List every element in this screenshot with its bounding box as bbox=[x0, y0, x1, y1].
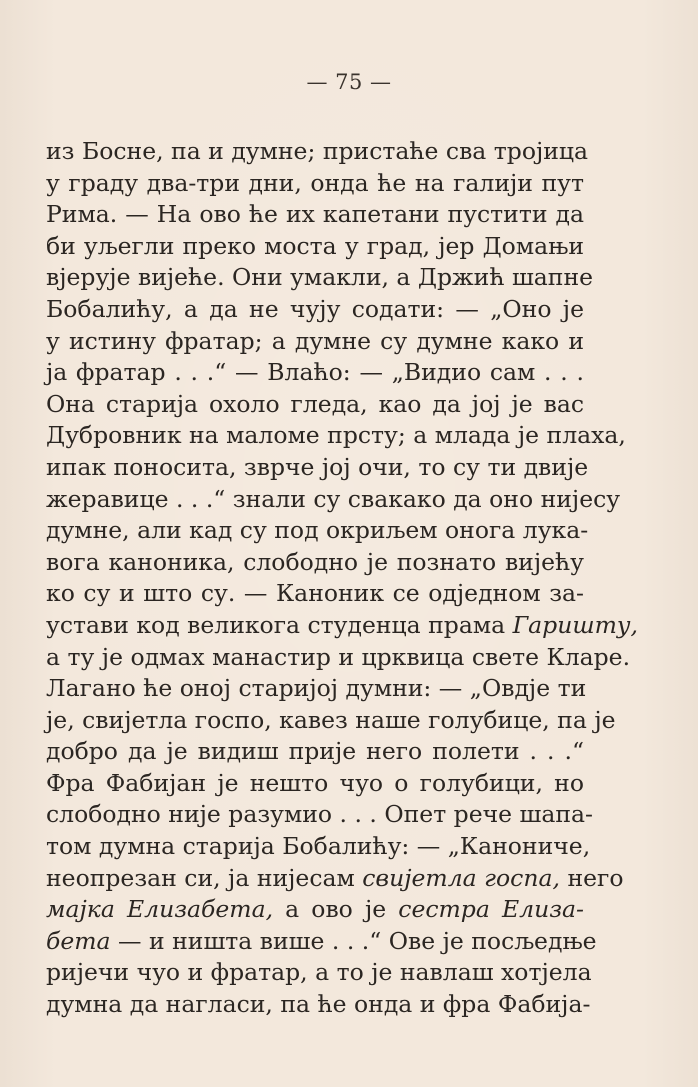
text-segment: устави код великога студенца прама bbox=[46, 610, 513, 639]
text-segment: ко су и што су. — Каноник се одједном за- bbox=[46, 579, 584, 608]
text-line bbox=[46, 389, 584, 421]
text-line bbox=[46, 673, 587, 705]
text-segment: ја фратар . . .“ — Влаћо: — „Видио сам . . . bbox=[46, 358, 584, 387]
text-line bbox=[46, 262, 594, 294]
text-line bbox=[46, 894, 584, 926]
italic-text-segment: мајка Елизабета, bbox=[46, 895, 274, 924]
text-segment: Дубровник на маломе прсту; а млада је плаха, bbox=[46, 421, 626, 450]
text-line bbox=[46, 420, 626, 452]
text-segment: вога каноника, слободно је познато вијећу bbox=[46, 547, 584, 576]
text-segment: Фра Фабијан је нешто чуо о голубици, но bbox=[46, 768, 584, 797]
italic-text-segment: бета bbox=[46, 926, 111, 955]
text-segment: Бобалићу, а да не чују содати: — „Оно је bbox=[46, 294, 584, 323]
text-segment: неопрезан си, ја нијесам bbox=[46, 863, 363, 892]
text-segment: вјерује вијеће. Они умакли, а Држић шапне bbox=[46, 263, 594, 292]
italic-text-segment: сестра Елиза- bbox=[398, 895, 584, 924]
text-line bbox=[46, 578, 584, 610]
text-line bbox=[46, 831, 591, 863]
text-segment: а ово је bbox=[273, 895, 399, 924]
body-text bbox=[46, 136, 638, 1021]
text-line bbox=[46, 199, 584, 231]
text-segment: из Босне, па и думне; пристаће сва тројица bbox=[46, 137, 589, 165]
text-line bbox=[46, 547, 584, 579]
text-segment: думна да нагласи, па ће онда и фра Фабија- bbox=[46, 990, 591, 1019]
text-segment: Лагано ће оној старијој думни: — „Овдје ти bbox=[46, 674, 587, 703]
text-line bbox=[46, 357, 584, 389]
text-line bbox=[46, 863, 624, 895]
text-line bbox=[46, 642, 631, 674]
text-line bbox=[46, 736, 584, 768]
text-line bbox=[46, 515, 589, 547]
text-segment: добро да је видиш прије него полети . . .“ bbox=[46, 737, 584, 766]
text-segment: жеравице . . .“ знали су свакако да оно нијесу bbox=[46, 484, 621, 513]
text-segment: слободно није разумио . . . Опет рече шапа- bbox=[46, 800, 593, 829]
text-line bbox=[46, 926, 597, 958]
page-number: — 75 — bbox=[306, 70, 392, 94]
text-segment: него bbox=[559, 863, 624, 892]
text-segment: ријечи чуо и фратар, а то је навлаш хотјела bbox=[46, 958, 592, 987]
text-segment: — и ништа више . . .“ Ове је посљедње bbox=[110, 926, 597, 955]
text-line bbox=[46, 326, 584, 358]
text-segment: а ту је одмах манастир и црквица свете Кларе. bbox=[46, 642, 631, 671]
text-line bbox=[46, 705, 616, 737]
text-segment: би уљегли преко моста у град, јер Домањи bbox=[46, 231, 584, 260]
text-segment: ипак поносита, зврче јој очи, то су ти двије bbox=[46, 452, 589, 481]
text-segment: је, свијетла госпо, кавез наше голубице, па је bbox=[46, 705, 616, 734]
text-line bbox=[46, 452, 589, 484]
text-line bbox=[46, 294, 584, 326]
italic-text-segment: Гаришту, bbox=[512, 610, 638, 639]
text-line bbox=[46, 989, 591, 1021]
text-segment: том думна старија Бобалићу: — „Канониче, bbox=[46, 832, 591, 861]
text-line bbox=[46, 799, 593, 831]
text-segment: думне, али кад су под окриљем онога лука- bbox=[46, 516, 589, 545]
text-segment: Рима. — На ово ће их капетани пустити да bbox=[46, 200, 584, 229]
text-line bbox=[46, 484, 621, 516]
text-segment: Она старија охоло гледа, као да јој је вас bbox=[46, 389, 584, 418]
text-segment: у граду два-три дни, онда ће на галији пут bbox=[46, 168, 584, 197]
text-line bbox=[46, 231, 584, 263]
text-line bbox=[46, 168, 584, 200]
italic-text-segment: свијетла госпа, bbox=[362, 863, 560, 892]
text-line bbox=[46, 768, 584, 800]
text-line bbox=[46, 136, 589, 168]
text-segment: у истину фратар; а думне су думне како и bbox=[46, 326, 584, 355]
text-line bbox=[46, 610, 638, 642]
text-line bbox=[46, 957, 592, 989]
